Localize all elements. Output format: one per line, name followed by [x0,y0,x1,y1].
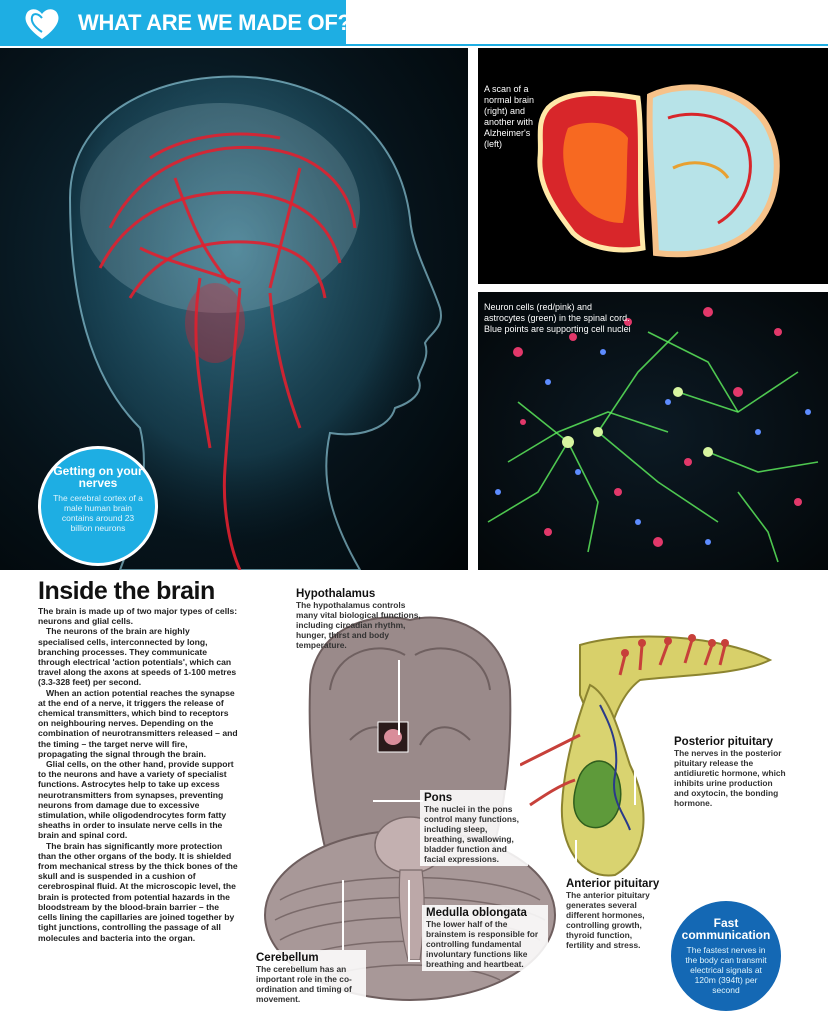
anterior-pituitary-label [566,878,662,950]
medulla-label [422,905,548,971]
cerebellum-pointer [342,880,344,950]
pons-title: Pons [424,792,453,804]
hypothalamus-text: The hypothalamus controls many vital biological functions, including circadian rhythm, hunger, thirst and body temperature. [296,600,421,650]
article-paragraph: Glial cells, on the other hand, provide support to the neurons and have a variety of specialist functions. Astrocytes help to take up excess neurotransmitters from synapses, preventing neurons from damage due to excessive stimulation, while oligodendrocytes form fatty sheaths in order to insulate nerve cells in the brain and spinal cord. [38,759,234,841]
pons-label [420,790,528,866]
article-body [38,606,238,943]
article-paragraph: The brain is made up of two major types of cells: neurons and glial cells. [38,606,238,627]
nerves-fact-badge [38,446,158,566]
hypothalamus-title: Hypothalamus [296,588,376,600]
article-paragraph: The neurons of the brain are highly specialised cells, interconnected by long, branching processes. They communicate through electrical 'action potentials', which can travel along the axons at speeds of 1-100 metres (3.3-328 feet) per second. [38,626,237,688]
article-paragraph: The brain has significantly more protection than the other organs of the body. It is shielded from mechanical stress by the thick bones of the skull and is suspended in a cushion of cerebrospinal fluid. At the microscopic level, the brain is protected from potential hazards in the bloodstream by the blood-brain barrier – the cells lining the capillaries are joined together by tight junctions, controlling the passage of all molecules and bacteria into the organ. [38,840,238,943]
medulla-title: Medulla oblongata [426,907,527,919]
header-rule [346,44,828,46]
fast-badge-title: Fast communication [681,916,771,942]
pons-pointer [373,800,423,802]
cerebellum-label [252,950,366,1006]
anterior-pituitary-title: Anterior pituitary [566,878,660,890]
anterior-pointer [575,840,577,875]
medulla-text: The lower half of the brainstem is responsible for controlling fundamental involuntary functions like breathing and heartbeat. [426,919,539,969]
cerebellum-title: Cerebellum [256,952,319,964]
posterior-pituitary-text: The nerves in the posterior pituitary release the antidiuretic hormone, which inhibits urine production and oxytocin, the bonding hormone. [674,748,786,808]
anterior-pituitary-text: The anterior pituitary generates several different hormones, controlling growth, thyroid function, fertility and stress. [566,890,650,950]
hypothalamus-pointer [398,660,400,735]
fast-communication-badge [668,898,784,1014]
posterior-pituitary-title: Posterior pituitary [674,736,774,748]
scan-caption: A scan of a normal brain (right) and another with Alzheimer's (left) [484,84,535,149]
nerves-badge-title: Getting on your nerves [53,464,143,490]
medulla-pointer-h [408,960,420,962]
article-paragraph: When an action potential reaches the synapse at the end of a nerve, it triggers the release of chemical transmitters, which bind to receptors on neighbouring nerves. Depending on the combination of neurotransmitters released – and the timing – the target nerve will fire, propagating the signal through the brain. [38,687,238,759]
posterior-pointer [634,760,636,805]
neuron-caption: Neuron cells (red/pink) and astrocytes (green) in the spinal cord. Blue points are supporting cell nuclei [484,302,631,334]
posterior-pituitary-label [674,736,786,808]
article-title: Inside the brain [38,577,215,605]
section-title: WHAT ARE WE MADE OF? [78,10,351,35]
cerebellum-text: The cerebellum has an important role in the co-ordination and timing of movement. [256,964,352,1004]
fast-badge-body: The fastest nerves in the body can transmit electrical signals at 120m (394ft) per second [685,945,767,995]
pons-text: The nuclei in the pons control many functions, including sleep, breathing, swallowing, bladder function and facial expressions. [424,804,519,864]
nerves-badge-body: The cerebral cortex of a male human brain contains around 23 billion neurons [53,493,143,533]
medulla-pointer-v [408,880,410,960]
hypothalamus-label [296,588,424,650]
heart-icon [22,4,62,42]
